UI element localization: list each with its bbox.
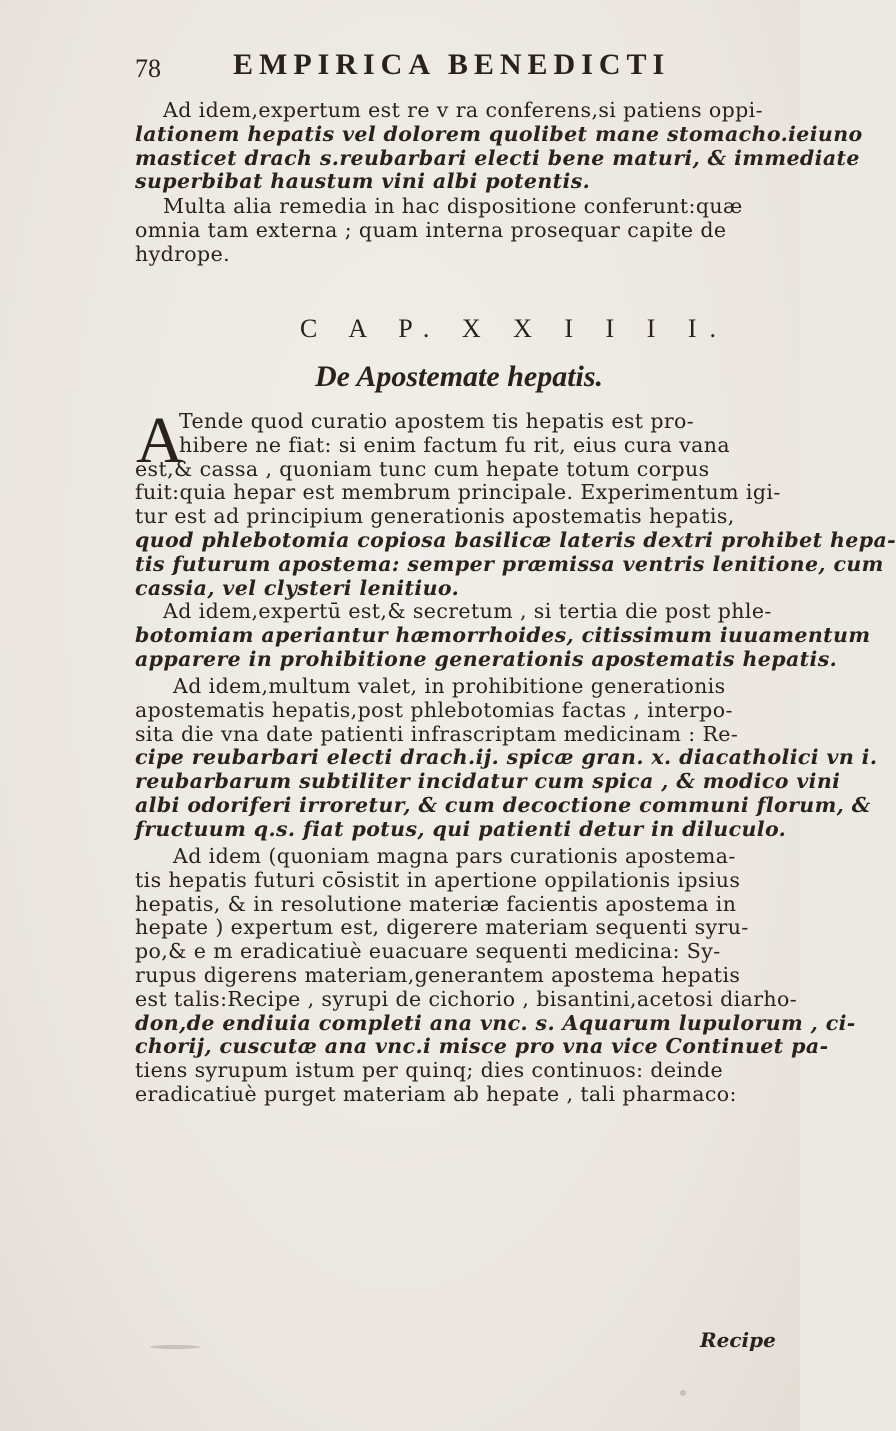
text-line: eradicatiuè purget materiam ab hepate , tali pharmaco: [135,1081,737,1106]
text-line: quod phlebotomia copiosa basilicæ lateris dextri prohibet hepa- [135,527,896,552]
text-line: apparere in prohibitione generationis apostematis hepatis. [135,646,838,671]
chapter-title: De Apostemate hepatis. [315,360,604,393]
running-head [135,44,775,84]
text-line: omnia tam externa ; quam interna prosequar capite de [135,217,727,242]
paragraph-1 [135,98,863,194]
text-line: reubarbarum subtiliter incidatur cum spica , & modico vini [135,769,841,794]
text-line: tis futurum apostema: semper præmissa ventris lenitione, cum [135,551,884,576]
text-line: hepate ) expertum est, digerere materiam sequenti syru- [135,915,749,940]
text-line: tur est ad principium generationis apostematis hepatis, [135,504,735,529]
page-number: 78 [135,54,161,83]
paragraph-3 [135,404,896,600]
text-line: fuit:quia hepar est membrum principale. Experimentum igi- [135,480,781,505]
text-line: cipe reubarbari electi drach.ij. spicæ gran. x. diacatholici vn i. [135,745,878,770]
chapter-label: C A P. [300,314,443,343]
chapter-heading [300,314,729,344]
text-line: hepatis, & in resolutione materiæ facientis apostema in [135,891,737,916]
running-title: EMPIRICA BENEDICTI [233,48,671,81]
text-line: don,de endiuia completi ana vnc. s. Aquarum lupulorum , ci- [135,1010,856,1035]
text-line: hibere ne fiat: si enim factum fu rit, eius cura vana [179,432,730,457]
text-line: rupus digerens materiam,generantem apostema hepatis [135,962,741,987]
text-line: po,& e m eradicatiuè euacuare sequenti medicina: Sy- [135,939,721,964]
paragraph-6 [135,844,856,1107]
text-line: sita die vna date patienti infrascriptam medicinam : Re- [135,721,739,746]
text-line: botomiam aperiantur hæmorrhoides, citissimum iuuamentum [135,622,871,647]
chapter-number: X X I I I I. [461,314,730,343]
text-line: Ad idem,expertum est re v ra conferens,si patiens oppi- [163,98,763,122]
ink-smudge [150,1345,200,1349]
text-line: Ad idem,expertū est,& secretum , si tertia die post phle- [163,599,772,623]
text-line: superbibat haustum vini albi potentis. [135,169,591,194]
text-line: masticet drach s.reubarbari electi bene maturi, & immediate [135,145,860,170]
text-line: albi odoriferi irroretur, & cum decoctione communi florum, & [135,792,871,817]
paragraph-5 [135,674,878,842]
text-line: apostematis hepatis,post phlebotomias factas , interpo- [135,697,733,722]
text-line: cassia, vel clysteri lenitiuo. [135,575,460,600]
drop-cap: A [136,404,184,477]
text-line: Multa alia remedia in hac dispositione conferunt:quæ [163,194,743,218]
text-line: hydrope. [135,241,231,266]
text-line: Tende quod curatio apostem tis hepatis est pro- [179,409,695,433]
text-line: tiens syrupum istum per quinq; dies continuos: deinde [135,1058,724,1083]
text-line: fructuum q.s. fiat potus, qui patienti detur in diluculo. [135,816,787,841]
ink-speck [680,1390,686,1396]
text-line: est,& cassa , quoniam tunc cum hepate totum corpus [135,456,710,481]
text-line: est talis:Recipe , syrupi de cichorio , bisantini,acetosi diarho- [135,986,798,1011]
catchword: Recipe [700,1328,776,1352]
text-line: lationem hepatis vel dolorem quolibet mane stomacho.ieiuno [135,121,863,146]
text-line: chorij, cuscutæ ana vnc.i misce pro vna vice Continuet pa- [135,1034,829,1059]
paragraph-4 [135,599,871,671]
text-line: Ad idem,multum valet, in prohibitione generationis [173,674,726,698]
text-line: Ad idem (quoniam magna pars curationis apostema- [173,844,736,868]
paragraph-2 [135,195,785,266]
text-line: tis hepatis futuri cōsistit in apertione oppilationis ipsius [135,867,741,892]
